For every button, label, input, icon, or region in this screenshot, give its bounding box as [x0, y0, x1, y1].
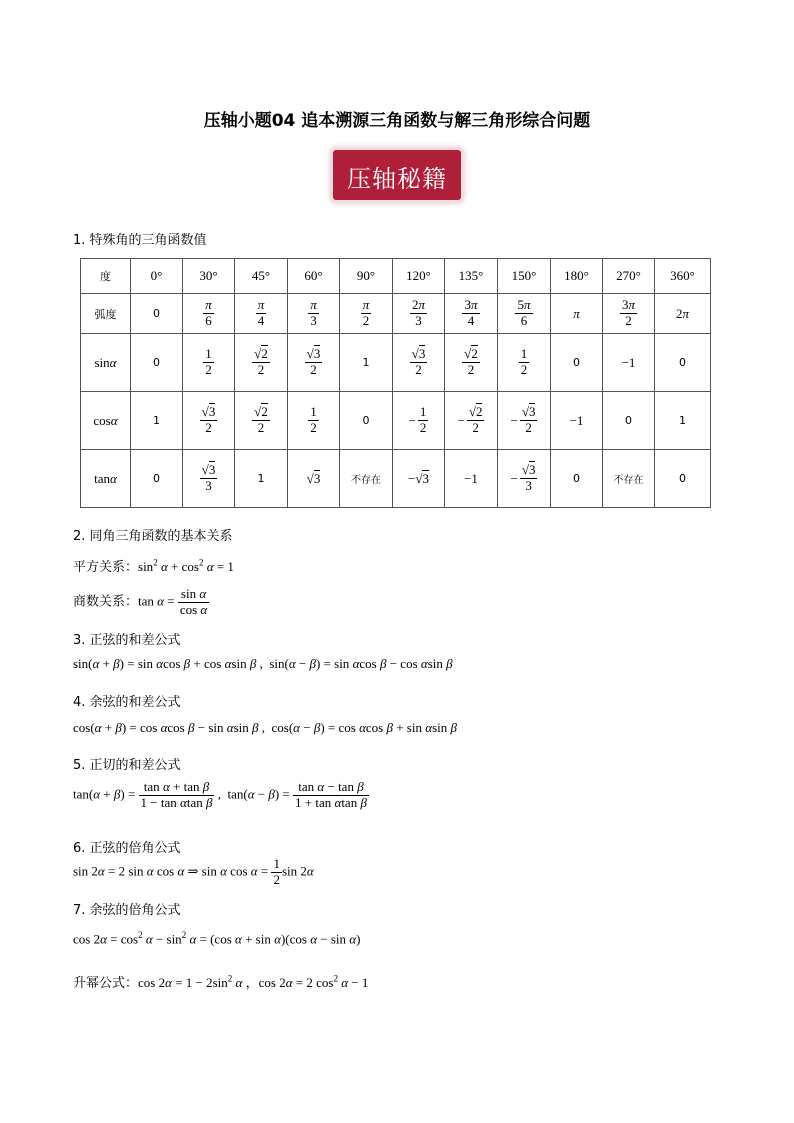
- tan-cell: 1: [235, 450, 288, 508]
- radian-cell: $\frac{5\pi}{6}$: [498, 294, 551, 334]
- tan-cell: 不存在: [603, 450, 655, 508]
- sin-cell: $\frac{√3}{2}$: [393, 334, 445, 392]
- degree-cell: 0°: [131, 259, 183, 294]
- cos-cell: $\frac{1}{2}$: [288, 392, 340, 450]
- cos-cell: $\frac{√3}{2}$: [183, 392, 235, 450]
- tangent-sum-formula: tan(α + β) = $\frac{\text{tan α + tan β}}{\text{1 − tan αtan β}}$ , tan(α − β) = $\frac{\text{tan α − tan β}}{\text{1 + tan αtan β}}$: [73, 779, 367, 810]
- sin-cell: $\frac{1}{2}$: [498, 334, 551, 392]
- badge-text: 压轴秘籍: [347, 165, 447, 193]
- tan-cell: − $\frac{√3}{3}$: [498, 450, 551, 508]
- tan-cell: $\frac{√3}{3}$: [183, 450, 235, 508]
- cos-cell: 0: [340, 392, 393, 450]
- cos-cell: 1: [131, 392, 183, 450]
- row-header-cos: cosα: [81, 392, 131, 450]
- degree-cell: 135°: [445, 259, 498, 294]
- degree-cell: 120°: [393, 259, 445, 294]
- radian-cell: $\frac{2\pi}{3}$: [393, 294, 445, 334]
- tan-cell: −1: [445, 450, 498, 508]
- radian-cell: π: [551, 294, 603, 334]
- degree-cell: 30°: [183, 259, 235, 294]
- row-header-degree: 度: [81, 259, 131, 294]
- quotient-relation-formula: 商数关系：tan α = $\frac{\text{sin α}}{\text{cos α}}$: [73, 586, 208, 617]
- quotient-label: 商数关系：: [73, 594, 139, 610]
- power-raising-formula: 升幂公式：$\cos 2\alpha = 1 - 2\sin^2$ α ，cos 2α = 2 $\cos^2 \alpha - 1$: [73, 973, 369, 991]
- cos-cell: 1: [655, 392, 711, 450]
- table-row: [81, 334, 711, 392]
- tan-cell: −√3: [393, 450, 445, 508]
- sin-cell: 0: [551, 334, 603, 392]
- square-label: 平方关系：: [73, 560, 139, 575]
- sin-cell: 1: [340, 334, 393, 392]
- section-heading-3: 3. 正弦的和差公式: [73, 633, 181, 648]
- cosine-sum-formula: cos(α + β) = cos αcos β − sin αsin β , cos(α − β) = cos αcos β + sin αsin β: [73, 720, 457, 735]
- power-label: 升幂公式：: [73, 976, 139, 991]
- section-heading-7: 7. 余弦的倍角公式: [73, 903, 181, 918]
- sin-cell: $\frac{√2}{2}$: [445, 334, 498, 392]
- degree-cell: 270°: [603, 259, 655, 294]
- table-row: [81, 294, 711, 334]
- sine-double-angle-formula: sin 2α = 2 sin α cos α ⇒ sin α cos α = $\frac{1}{2}$ sin 2α: [73, 856, 314, 887]
- degree-cell: 360°: [655, 259, 711, 294]
- sin-cell: 0: [655, 334, 711, 392]
- page-title: 压轴小题04 追本溯源三角函数与解三角形综合问题: [203, 111, 591, 131]
- radian-cell: $\frac{3\pi}{4}$: [445, 294, 498, 334]
- degree-cell: 45°: [235, 259, 288, 294]
- degree-cell: 180°: [551, 259, 603, 294]
- table-row: [81, 259, 711, 294]
- row-header-tan: tanα: [81, 450, 131, 508]
- radian-cell: $\frac{\pi}{4}$: [235, 294, 288, 334]
- section-heading-5: 5. 正切的和差公式: [73, 758, 181, 773]
- degree-cell: 90°: [340, 259, 393, 294]
- row-header-radian: 弧度: [81, 294, 131, 334]
- sine-sum-formula: sin(α + β) = sin αcos β + cos αsin β , sin(α − β) = sin αcos β − cos αsin β: [73, 656, 453, 671]
- cos-cell: $\frac{√2}{2}$: [235, 392, 288, 450]
- sin-cell: $\frac{1}{2}$: [183, 334, 235, 392]
- tan-cell: √3: [288, 450, 340, 508]
- tan-cell: 0: [131, 450, 183, 508]
- sin-cell: −1: [603, 334, 655, 392]
- section-heading-6: 6. 正弦的倍角公式: [73, 841, 181, 856]
- table-row: [81, 392, 711, 450]
- cos-cell: − $\frac{√3}{2}$: [498, 392, 551, 450]
- tan-cell: 0: [655, 450, 711, 508]
- cos-cell: − $\frac{1}{2}$: [393, 392, 445, 450]
- section-heading-2: 2. 同角三角函数的基本关系: [73, 529, 233, 544]
- cos-cell: − $\frac{√2}{2}$: [445, 392, 498, 450]
- tan-cell: 0: [551, 450, 603, 508]
- square-relation-formula: 平方关系：$\sin^2 \alpha + \cos^2 \alpha = 1$: [73, 557, 234, 575]
- row-header-sin: sinα: [81, 334, 131, 392]
- section-badge: [333, 150, 461, 200]
- cos-cell: −1: [551, 392, 603, 450]
- radian-cell: 2π: [655, 294, 711, 334]
- degree-cell: 60°: [288, 259, 340, 294]
- radian-cell: $\frac{\pi}{2}$: [340, 294, 393, 334]
- table-row: [81, 450, 711, 508]
- special-angles-table: [80, 258, 711, 508]
- sin-cell: 0: [131, 334, 183, 392]
- sin-cell: $\frac{√2}{2}$: [235, 334, 288, 392]
- section-heading-4: 4. 余弦的和差公式: [73, 695, 181, 710]
- sin-cell: $\frac{√3}{2}$: [288, 334, 340, 392]
- section-heading-1: 1. 特殊角的三角函数值: [73, 233, 207, 248]
- degree-cell: 150°: [498, 259, 551, 294]
- radian-cell: 0: [131, 294, 183, 334]
- radian-cell: $\frac{\pi}{3}$: [288, 294, 340, 334]
- cos-cell: 0: [603, 392, 655, 450]
- tan-cell: 不存在: [340, 450, 393, 508]
- radian-cell: $\frac{\pi}{6}$: [183, 294, 235, 334]
- radian-cell: $\frac{3\pi}{2}$: [603, 294, 655, 334]
- cosine-double-angle-formula: $\cos 2\alpha = \cos^2 \alpha - \sin^2 \alpha = (\cos$ α + sin α)(cos α − sin α): [73, 930, 361, 947]
